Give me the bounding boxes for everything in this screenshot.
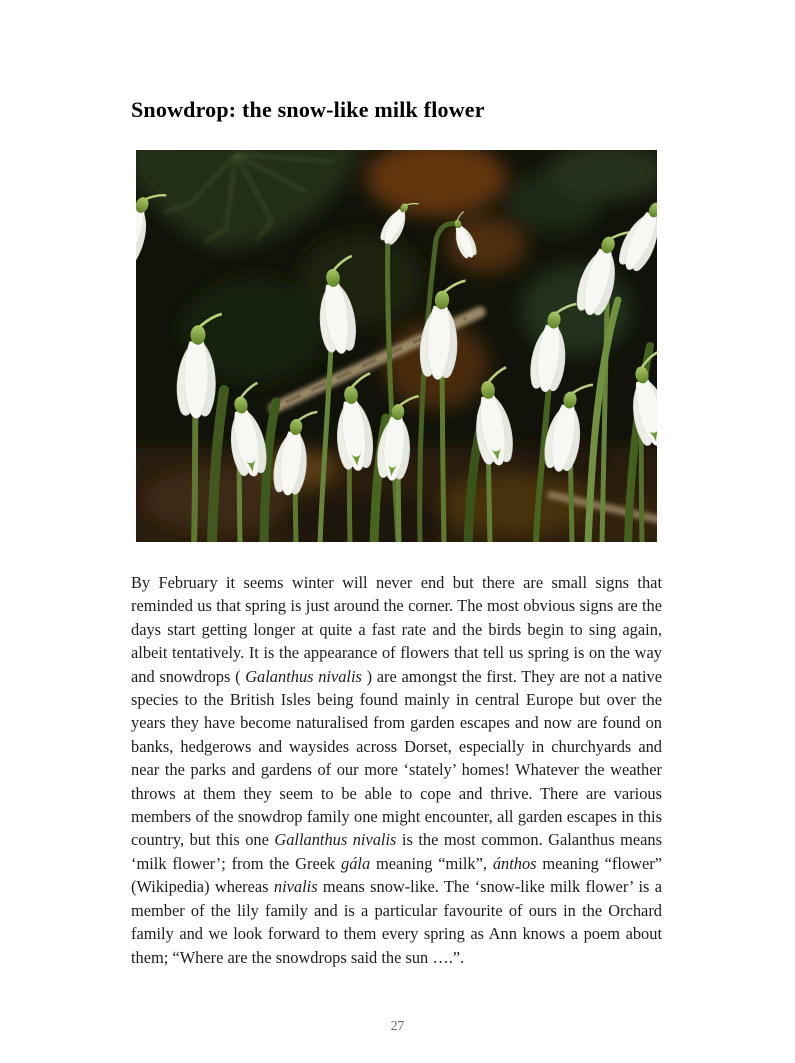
snowdrops-photo-illustration bbox=[136, 150, 657, 542]
page-number: 27 bbox=[390, 1018, 405, 1033]
page-title: Snowdrop: the snow-like milk flower bbox=[131, 97, 485, 122]
snowdrops-photo bbox=[136, 150, 657, 542]
article-paragraph: By February it seems winter will never end but there are small signs that reminded us that spring is just around the corner. The most obvious signs are the days start getting longer at quite a fast rate and the birds begin to sing again, albeit tentatively. It is the appearance of flowers that tell us spring is on the way and snowdrops ( Galanthus nivalis ) are amongst the first. They are not a native species to the British Isles being found mainly in central Europe but over the years they have become naturalised from garden escapes and now are found on banks, hedgerows and waysides across Dorset, especially in churchyards and near the parks and gardens of our more ‘stately’ homes! Whatever the weather throws at them they seem to be able to cope and thrive. There are various members of the snowdrop family one might encounter, all garden escapes in this country, but this one Gallanthus nivalis is the most common. Galanthus means ‘milk flower’; from the Greek gála meaning “milk”, ánthos meaning “flower” (Wikipedia) whereas nivalis means snow-like. The ‘snow-like milk flower’ is a member of the lily family and is a particular favourite of ours in the Orchard family and we look forward to them every spring as Ann knows a poem about them; “Where are the snowdrops said the sun ….”. bbox=[131, 573, 662, 967]
